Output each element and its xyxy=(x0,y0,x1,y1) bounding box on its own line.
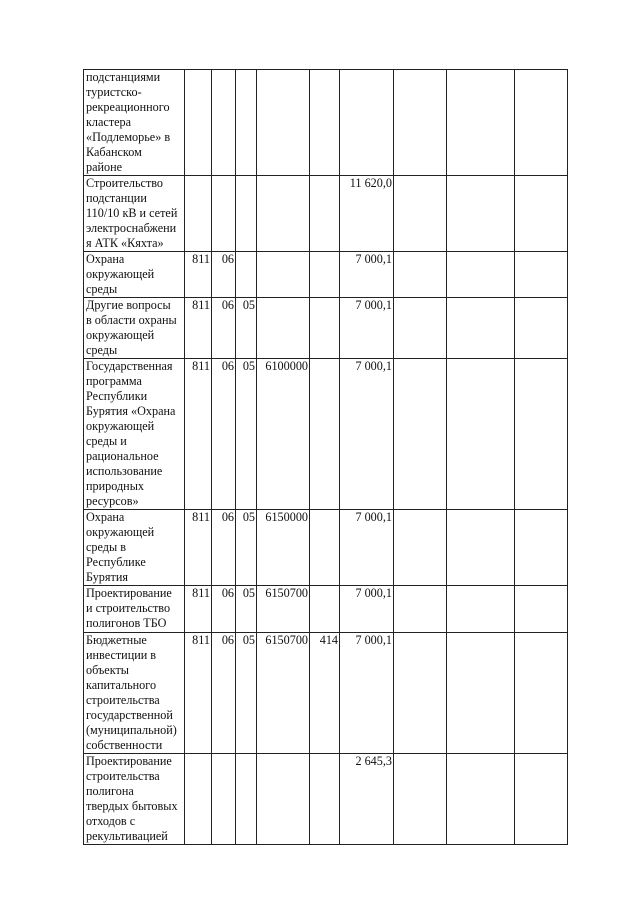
target-article-cell: 6150000 xyxy=(257,510,310,586)
section-cell: 06 xyxy=(212,510,236,586)
col9-cell xyxy=(447,70,515,176)
target-article-cell xyxy=(257,754,310,845)
expense-type-cell: 414 xyxy=(310,633,340,754)
sum-cell: 7 000,1 xyxy=(340,252,394,298)
col8-cell xyxy=(394,754,447,845)
target-article-cell: 6150700 xyxy=(257,586,310,633)
expense-type-cell xyxy=(310,510,340,586)
section-cell: 06 xyxy=(212,633,236,754)
grbs-cell xyxy=(185,70,212,176)
col9-cell xyxy=(447,298,515,359)
target-article-cell: 6150700 xyxy=(257,633,310,754)
target-article-cell xyxy=(257,252,310,298)
col8-cell xyxy=(394,586,447,633)
col10-cell xyxy=(515,754,568,845)
table-row xyxy=(84,298,568,359)
row-name-cell: Охрана окружающей среды в Республике Бурятия xyxy=(84,510,185,586)
col9-cell xyxy=(447,176,515,252)
table-row xyxy=(84,70,568,176)
expense-type-cell xyxy=(310,359,340,510)
target-article-cell xyxy=(257,70,310,176)
col9-cell xyxy=(447,359,515,510)
expense-type-cell xyxy=(310,586,340,633)
col9-cell xyxy=(447,754,515,845)
col8-cell xyxy=(394,510,447,586)
section-cell xyxy=(212,176,236,252)
section-cell: 06 xyxy=(212,252,236,298)
subsection-cell xyxy=(236,70,257,176)
target-article-cell: 6100000 xyxy=(257,359,310,510)
subsection-cell: 05 xyxy=(236,586,257,633)
table-row xyxy=(84,510,568,586)
row-name-cell: Другие вопросы в области охраны окружающей среды xyxy=(84,298,185,359)
col10-cell xyxy=(515,359,568,510)
table-row xyxy=(84,359,568,510)
subsection-cell xyxy=(236,252,257,298)
col8-cell xyxy=(394,70,447,176)
budget-table xyxy=(83,69,568,845)
col10-cell xyxy=(515,633,568,754)
col8-cell xyxy=(394,633,447,754)
expense-type-cell xyxy=(310,298,340,359)
col10-cell xyxy=(515,70,568,176)
expense-type-cell xyxy=(310,252,340,298)
grbs-cell: 811 xyxy=(185,298,212,359)
section-cell: 06 xyxy=(212,298,236,359)
subsection-cell: 05 xyxy=(236,359,257,510)
grbs-cell xyxy=(185,754,212,845)
row-name-cell: подстанциями туристско- рекреационного кластера «Подлеморье» в Кабанском районе xyxy=(84,70,185,176)
section-cell xyxy=(212,70,236,176)
col8-cell xyxy=(394,252,447,298)
grbs-cell: 811 xyxy=(185,586,212,633)
table-row xyxy=(84,176,568,252)
sum-cell: 7 000,1 xyxy=(340,298,394,359)
section-cell xyxy=(212,754,236,845)
grbs-cell: 811 xyxy=(185,633,212,754)
expense-type-cell xyxy=(310,754,340,845)
subsection-cell: 05 xyxy=(236,510,257,586)
sum-cell: 11 620,0 xyxy=(340,176,394,252)
col8-cell xyxy=(394,298,447,359)
grbs-cell xyxy=(185,176,212,252)
col10-cell xyxy=(515,252,568,298)
table-row xyxy=(84,586,568,633)
row-name-cell: Проектирование и строительство полигонов ТБО xyxy=(84,586,185,633)
col10-cell xyxy=(515,510,568,586)
expense-type-cell xyxy=(310,176,340,252)
sum-cell: 7 000,1 xyxy=(340,359,394,510)
col9-cell xyxy=(447,633,515,754)
col9-cell xyxy=(447,586,515,633)
col9-cell xyxy=(447,252,515,298)
col8-cell xyxy=(394,176,447,252)
row-name-cell: Проектирование строительства полигона твердых бытовых отходов с рекультивацией xyxy=(84,754,185,845)
row-name-cell: Государственная программа Республики Бурятия «Охрана окружающей среды и рациональное использование природных ресурсов» xyxy=(84,359,185,510)
target-article-cell xyxy=(257,176,310,252)
target-article-cell xyxy=(257,298,310,359)
row-name-cell: Охрана окружающей среды xyxy=(84,252,185,298)
sum-cell: 7 000,1 xyxy=(340,633,394,754)
sum-cell: 7 000,1 xyxy=(340,586,394,633)
table-row xyxy=(84,633,568,754)
section-cell: 06 xyxy=(212,359,236,510)
grbs-cell: 811 xyxy=(185,252,212,298)
sum-cell: 7 000,1 xyxy=(340,510,394,586)
expense-type-cell xyxy=(310,70,340,176)
row-name-cell: Бюджетные инвестиции в объекты капитального строительства государственной (муниципальной) собственности xyxy=(84,633,185,754)
table-row xyxy=(84,754,568,845)
col10-cell xyxy=(515,176,568,252)
col10-cell xyxy=(515,298,568,359)
sum-cell xyxy=(340,70,394,176)
subsection-cell: 05 xyxy=(236,633,257,754)
subsection-cell xyxy=(236,754,257,845)
section-cell: 06 xyxy=(212,586,236,633)
col8-cell xyxy=(394,359,447,510)
grbs-cell: 811 xyxy=(185,359,212,510)
grbs-cell: 811 xyxy=(185,510,212,586)
col10-cell xyxy=(515,586,568,633)
row-name-cell: Строительство подстанции 110/10 кВ и сетей электроснабжени я АТК «Кяхта» xyxy=(84,176,185,252)
table-row xyxy=(84,252,568,298)
subsection-cell xyxy=(236,176,257,252)
col9-cell xyxy=(447,510,515,586)
subsection-cell: 05 xyxy=(236,298,257,359)
sum-cell: 2 645,3 xyxy=(340,754,394,845)
